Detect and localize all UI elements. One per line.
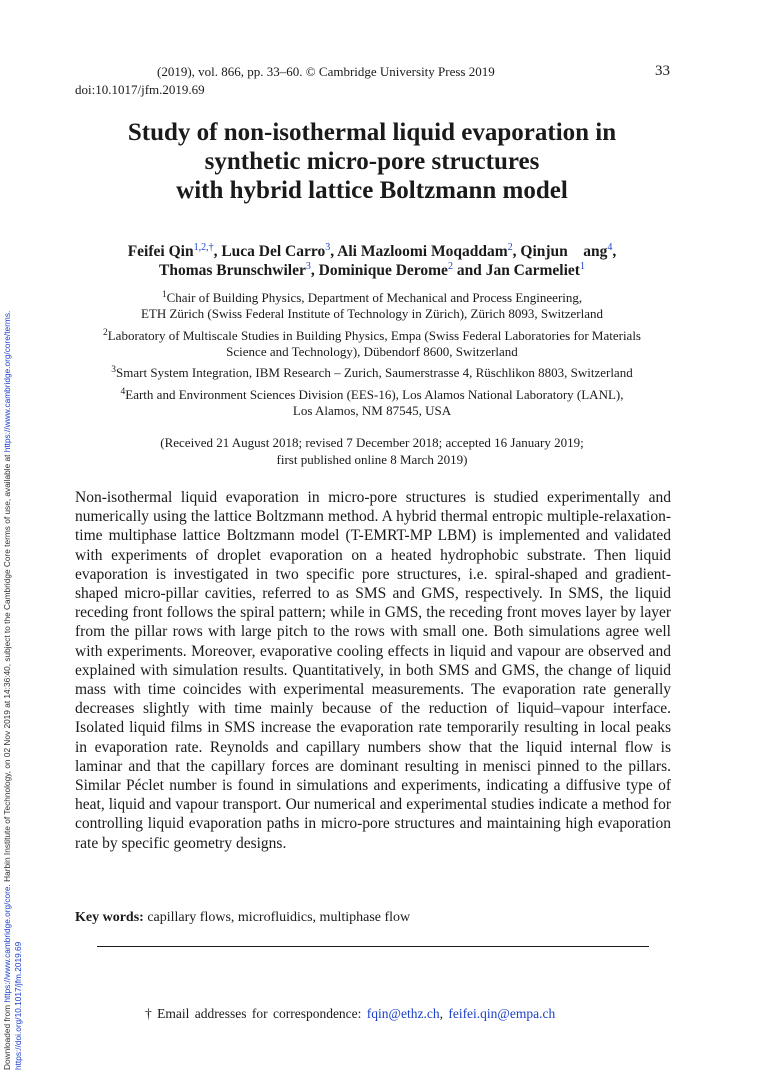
footnote-divider (97, 946, 649, 947)
author-affil-ref[interactable]: 3 (305, 261, 311, 272)
author-affil-ref[interactable]: 1,2,† (193, 242, 214, 253)
author-affil-ref[interactable]: 1 (579, 261, 585, 272)
author-name: Ali Mazloomi Moqaddam (337, 243, 508, 260)
author-line: Feifei Qin$^{1,2,\dagger}$, Luca Del Carro$^3$, Ali Mazloomi Moqaddam$^2$, Qinjun ang$^4$, (127, 242, 617, 260)
author-affil-ref[interactable]: 3 (325, 242, 331, 253)
affiliation-1: $^1$Chair of Building Physics, Department of Mechanical and Process Engineering, ETH Zürich (Swiss Federal Institute of Technology in Zürich), Zürich 8093, Switzerland (140, 290, 604, 321)
author-list (75, 242, 669, 280)
download-notice: Downloaded from https://www.cambridge.org/core. Harbin Institute of Technology, on 02 Nov 2019 at 14:36:40, subject to the Cambridge Core terms of use, available at https://www.cambridge.org/core/terms. https://doi.org/10.1017/jfm.2019.69 (2, 310, 23, 1070)
email-link[interactable]: feifei.qin@empa.ch (448, 1006, 556, 1021)
dagger-symbol: † (145, 1006, 152, 1021)
affiliation-4: $^4$Earth and Environment Sciences Division (EES-16), Los Alamos National Laboratory (LANL), Los Alamos, NM 87545, USA (120, 387, 624, 418)
abstract: Non-isothermal liquid evaporation in micro-pore structures is studied experimentally and numerically using the lattice Boltzmann method. A hybrid thermal entropic multiple-relaxation-time multiphase lattice Boltzmann model (T-EMRT-MP LBM) is implemented and validated with experiments of droplet evaporation on a heated hydrophobic substrate. Then liquid evaporation is investigated in two specific pore structures, i.e. spiral-shaped and gradient-shaped micro-pillar cavities, referred to as SMS and GMS, respectively. In SMS, the liquid receding front follows the spiral pattern; while in GMS, the receding front moves layer by layer from the pillar rows with large pitch to the rows with small one. Both simulations agree well with experiments. Moreover, evaporative cooling effects in liquid and vapour are observed and explained with simulation results. Quantitatively, in both SMS and GMS, the change of liquid mass with time coincides with experimental measurements. The evaporation rate generally decreases slightly with time mainly because of the reduction of liquid–vapour interface. Isolated liquid films in SMS increase the evaporation rate temporarily resulting in local peaks in evaporation rate. Reynolds and capillary numbers show that the liquid internal flow is laminar and that the capillary forces are dominant resulting in menisci pinned to the pillars. Similar Péclet number is found in simulations and experiments, indicating a diffusive type of heat, liquid and vapour transport. Our numerical and experimental studies indicate a method for controlling liquid evaporation paths in micro-pore structures and maintaining high evaporation rate by specific geometry designs. (75, 489, 671, 852)
terms-link[interactable]: https://www.cambridge.org/core/terms (2, 313, 12, 453)
keywords (75, 910, 410, 926)
author-name: Jan Carmeliet (485, 262, 580, 279)
page-number: 33 (655, 63, 670, 79)
author-line: Thomas Brunschwiler$^3$, Dominique Derome$^2$ and Jan Carmeliet$^1$ (159, 261, 585, 279)
keywords-label: Key words: (75, 910, 144, 925)
doi: doi:10.1017/jfm.2019.69 (75, 82, 205, 97)
keywords-text: capillary flows, microfluidics, multiphase flow (143, 910, 411, 925)
journal-citation: (2019), vol. 866, pp. 33–60. © Cambridge University Press 2019 (157, 64, 495, 79)
doi-link[interactable]: https://doi.org/10.1017/jfm.2019.69 (13, 941, 23, 1070)
author-name: Thomas Brunschwiler (159, 262, 306, 279)
affiliation-3: $^3$Smart System Integration, IBM Research – Zurich, Saumerstrasse 4, Rüschlikon 8803, Switzerland (111, 365, 633, 380)
affiliation-2: $^2$Laboratory of Multiscale Studies in Building Physics, Empa (Swiss Federal Laboratories for Materials Science and Technology), Dübendorf 8600, Switzerland (102, 328, 641, 359)
email-link[interactable]: fqin@ethz.ch (366, 1006, 440, 1021)
title-line: Study of non-isothermal liquid evaporation in (127, 119, 617, 146)
author-affil-ref[interactable]: 2 (507, 242, 513, 253)
author-name: Luca Del Carro (221, 243, 326, 260)
author-affil-ref[interactable]: 2 (447, 261, 453, 272)
paper-title (75, 118, 669, 205)
received-dates: (Received 21 August 2018; revised 7 December 2018; accepted 16 January 2019; first published online 8 March 2019) (160, 435, 584, 467)
author-name: Dominique Derome (318, 262, 448, 279)
author-affil-ref[interactable]: 4 (607, 242, 613, 253)
cambridge-core-link[interactable]: https://www.cambridge.org/core (2, 886, 12, 1003)
correspondence-footnote: † Email addresses for correspondence: fqin@ethz.ch, feifei.qin@empa.ch (145, 1006, 556, 1021)
title-line: synthetic micro-pore structures (204, 148, 540, 175)
title-line: with hybrid lattice Boltzmann model (176, 177, 568, 204)
author-name: Qinjun ang (520, 243, 608, 260)
author-name: Feifei Qin (127, 243, 194, 260)
